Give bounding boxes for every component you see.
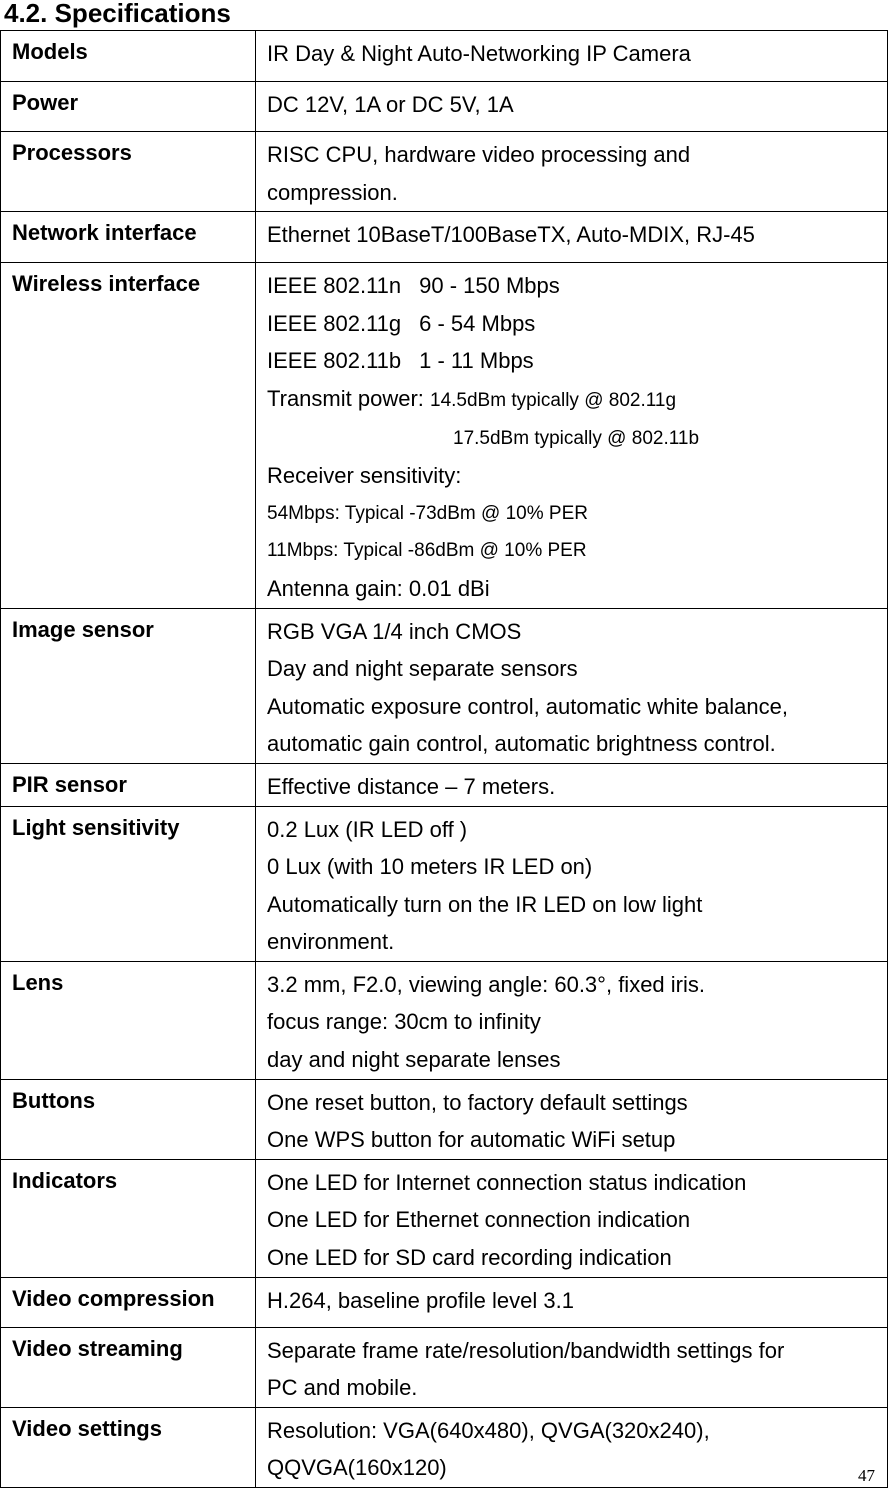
spec-value bbox=[256, 1407, 888, 1487]
wifi-rate: 90 - 150 Mbps bbox=[419, 273, 560, 299]
wifi-standard: IEEE 802.11g bbox=[267, 310, 402, 336]
transmit-power-value: 17.5dBm typically @ 802.11b bbox=[453, 427, 700, 449]
spec-value bbox=[256, 763, 888, 806]
spec-value bbox=[256, 1079, 888, 1159]
receiver-sensitivity-label: Receiver sensitivity: bbox=[267, 463, 462, 489]
spec-value bbox=[256, 961, 888, 1079]
spec-value-line: 0 Lux (with 10 meters IR LED on) bbox=[267, 854, 593, 880]
receiver-sensitivity-value: 11Mbps: Typical -86dBm @ 10% PER bbox=[267, 540, 587, 562]
spec-value-line: One LED for Internet connection status indication bbox=[267, 1169, 747, 1195]
spec-value-line: H.264, baseline profile level 3.1 bbox=[267, 1287, 574, 1313]
spec-label: Video compression bbox=[1, 1277, 256, 1327]
spec-value bbox=[256, 608, 888, 763]
spec-value-line: IR Day & Night Auto-Networking IP Camera bbox=[267, 41, 691, 66]
spec-value bbox=[256, 132, 888, 212]
spec-row-video-settings bbox=[1, 1407, 888, 1487]
transmit-power-label: Transmit power: bbox=[267, 385, 431, 411]
spec-label: Network interface bbox=[1, 212, 256, 263]
spec-label: Models bbox=[1, 31, 256, 82]
spec-row-wireless-interface bbox=[1, 263, 888, 608]
spec-value-line: environment. bbox=[267, 929, 395, 955]
spec-row-video-compression bbox=[1, 1277, 888, 1327]
spec-value bbox=[256, 212, 888, 263]
spec-value-line: 3.2 mm, F2.0, viewing angle: 60.3°, fixed iris. bbox=[267, 971, 705, 997]
spec-row-power bbox=[1, 82, 888, 132]
spec-row-light-sensitivity bbox=[1, 806, 888, 961]
spec-row-image-sensor bbox=[1, 608, 888, 763]
spec-row-lens bbox=[1, 961, 888, 1079]
spec-row-indicators bbox=[1, 1159, 888, 1277]
wifi-rate: 1 - 11 Mbps bbox=[419, 348, 534, 374]
spec-value-line: Effective distance – 7 meters. bbox=[267, 773, 556, 799]
spec-value-line: One LED for SD card recording indication bbox=[267, 1245, 672, 1271]
spec-value-line: compression. bbox=[267, 179, 398, 205]
wifi-standard: IEEE 802.11b bbox=[267, 348, 402, 374]
spec-value bbox=[256, 806, 888, 961]
spec-label: Light sensitivity bbox=[1, 806, 256, 961]
spec-value-line: day and night separate lenses bbox=[267, 1047, 561, 1073]
spec-label: Buttons bbox=[1, 1079, 256, 1159]
spec-value bbox=[256, 31, 888, 82]
spec-value-line: Automatic exposure control, automatic white balance, bbox=[267, 693, 788, 719]
spec-row-models bbox=[1, 31, 888, 82]
spec-row-buttons bbox=[1, 1079, 888, 1159]
spec-value-line: focus range: 30cm to infinity bbox=[267, 1009, 541, 1035]
spec-value-line: 0.2 Lux (IR LED off ) bbox=[267, 816, 468, 842]
spec-value-line: automatic gain control, automatic brightness control. bbox=[267, 731, 776, 757]
receiver-sensitivity-value: 54Mbps: Typical -73dBm @ 10% PER bbox=[267, 502, 588, 524]
spec-value-line: DC 12V, 1A or DC 5V, 1A bbox=[267, 92, 514, 117]
transmit-power-value: 14.5dBm typically @ 802.11g bbox=[430, 389, 677, 411]
spec-value bbox=[256, 1327, 888, 1407]
spec-label: Power bbox=[1, 82, 256, 132]
spec-value bbox=[256, 82, 888, 132]
spec-label: Indicators bbox=[1, 1159, 256, 1277]
wifi-standard: IEEE 802.11n bbox=[267, 273, 402, 299]
spec-value-line: One LED for Ethernet connection indication bbox=[267, 1207, 691, 1233]
wifi-rate: 6 - 54 Mbps bbox=[419, 310, 536, 336]
spec-value bbox=[256, 1277, 888, 1327]
section-title: 4.2. Specifications bbox=[4, 0, 231, 28]
spec-value-line: One reset button, to factory default settings bbox=[267, 1089, 688, 1115]
wifi-rate-line bbox=[267, 342, 879, 380]
spec-label: Processors bbox=[1, 132, 256, 212]
transmit-power-line bbox=[267, 380, 879, 420]
spec-row-pir-sensor bbox=[1, 763, 888, 806]
specifications-table bbox=[0, 30, 888, 1488]
spec-row-processors bbox=[1, 132, 888, 212]
spec-value-line: RGB VGA 1/4 inch CMOS bbox=[267, 618, 522, 644]
spec-label: Image sensor bbox=[1, 608, 256, 763]
spec-value-line: One WPS button for automatic WiFi setup bbox=[267, 1127, 676, 1153]
spec-value-line: Automatically turn on the IR LED on low light bbox=[267, 891, 703, 917]
spec-label: Wireless interface bbox=[1, 263, 256, 608]
spec-value bbox=[256, 1159, 888, 1277]
spec-value-line: Resolution: VGA(640x480), QVGA(320x240), bbox=[267, 1417, 710, 1443]
spec-label: Video settings bbox=[1, 1407, 256, 1487]
spec-value-line: Day and night separate sensors bbox=[267, 656, 578, 682]
wifi-rate-line bbox=[267, 267, 879, 305]
antenna-gain: Antenna gain: 0.01 dBi bbox=[267, 575, 490, 601]
spec-label: Lens bbox=[1, 961, 256, 1079]
spec-label: Video streaming bbox=[1, 1327, 256, 1407]
spec-row-network-interface bbox=[1, 212, 888, 263]
spec-value-line: PC and mobile. bbox=[267, 1375, 418, 1401]
spec-value-line: Ethernet 10BaseT/100BaseTX, Auto-MDIX, RJ-45 bbox=[267, 222, 755, 248]
spec-value-line: RISC CPU, hardware video processing and bbox=[267, 142, 691, 167]
page-number: 47 bbox=[858, 1466, 875, 1485]
wifi-rate-line bbox=[267, 305, 879, 343]
spec-value bbox=[256, 263, 888, 608]
spec-value-line: Separate frame rate/resolution/bandwidth settings for bbox=[267, 1337, 785, 1363]
spec-row-video-streaming bbox=[1, 1327, 888, 1407]
spec-label: PIR sensor bbox=[1, 763, 256, 806]
spec-value-line: QQVGA(160x120) bbox=[267, 1455, 447, 1481]
